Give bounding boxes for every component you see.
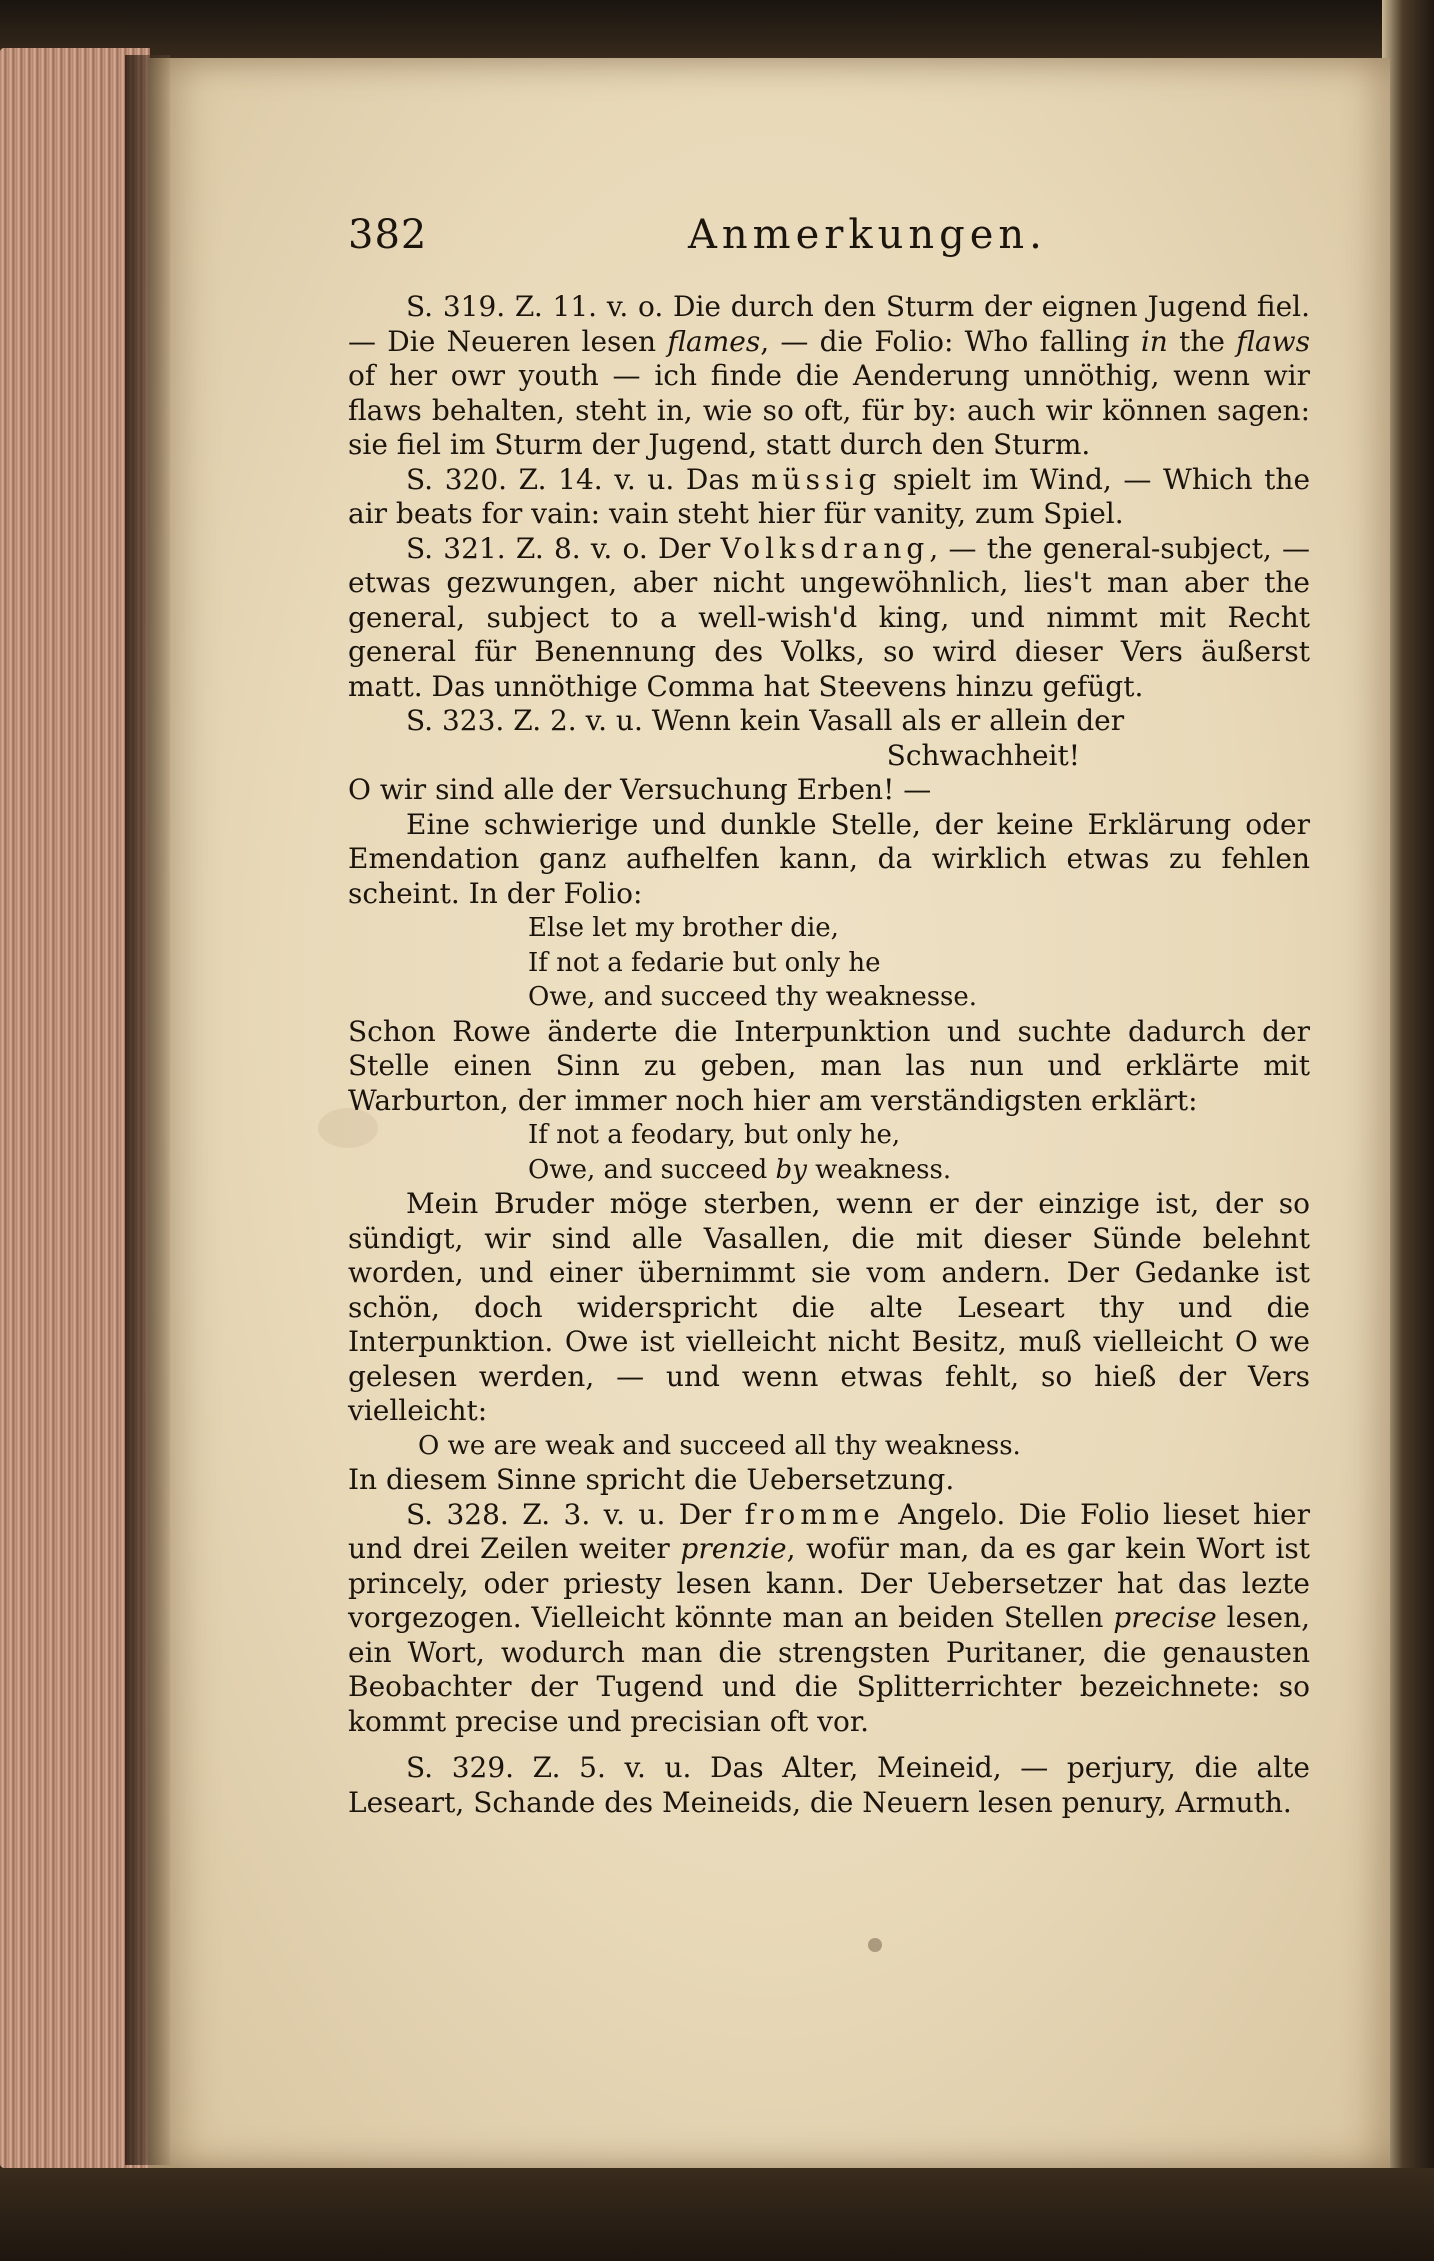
note-paragraph-9 [348, 1498, 1310, 1740]
note-text: lesen, ein Wort, wodurch man die strengsten Puritaner, die genausten Beobachter der Tugend und die Splitterrichter bezeichnete: so kommt precise und precisian oft vor. [348, 1601, 1310, 1738]
note-text: , wofür man, da es gar kein Wort ist princely, oder priesty lesen kann. Der Uebersetzer hat das lezte vorgezogen. Vielleicht könnte man an beiden Stellen [348, 1532, 1310, 1634]
italic-word: prenzie [680, 1532, 787, 1565]
note-paragraph-4-line-3: O wir sind alle der Versuchung Erben! — [348, 773, 932, 806]
spaced-lemma: müssig [751, 462, 882, 496]
note-paragraph-4-line-2: Schwachheit! [886, 738, 1080, 772]
spaced-lemma: Volksdrang [720, 531, 930, 565]
note-reference: S. 321. Z. 8. v. o. [406, 531, 648, 565]
note-text: of her owr youth — ich finde die Aenderung unnöthig, wenn wir flaws behalten, steht in, wie so oft, für by: auch wir können sagen: sie fiel im Sturm der Jugend, statt durch den Sturm. [348, 359, 1310, 461]
verse-1-line-1: Else let my brother die, [528, 913, 839, 943]
note-text: the [1167, 324, 1237, 358]
verse-2-line-2 [348, 1153, 1310, 1188]
page-number: 382 [348, 212, 428, 258]
page-header [348, 200, 1310, 290]
book-cover-bottom [0, 2168, 1434, 2261]
note-paragraph-10: S. 329. Z. 5. v. u. Das Alter, Meineid, — perjury, die alte Leseart, Schande des Meineids, die Neuern lesen penury, Armuth. [348, 1751, 1310, 1819]
note-text: Angelo. Die Folio lieset hier und drei Zeilen weiter [348, 1497, 1310, 1565]
italic-word: flaws [1236, 324, 1310, 358]
note-text: , — die Folio: Who falling [760, 324, 1141, 358]
note-paragraph-7: Mein Bruder möge sterben, wenn er der einzige ist, der so sündigt, wir sind alle Vasallen, die mit dieser Sünde belehnt worden, und einer übernimmt sie vom andern. Der Gedanke ist schön, doch widerspricht die alte Leseart thy und die Interpunktion. Owe ist vielleicht nicht Besitz, muß vielleicht O we gelesen werden, — und wenn etwas fehlt, so hieß der Vers vielleicht: [348, 1187, 1310, 1427]
note-reference: S. 319. Z. 11. v. o. [406, 290, 664, 323]
note-paragraph-1 [348, 290, 1310, 463]
note-reference: S. 320. Z. 14. v. u. [406, 462, 675, 496]
note-text: , — the general-subject, — etwas gezwungen, aber nicht ungewöhnlich, lies't man aber the general, subject to a well-wish'd king, und nimmt mit Recht general für Benennung des Volks, so wird dieser Vers äußerst matt. Das unnöthige Comma hat Steevens hinzu gefügt. [348, 531, 1310, 703]
note-text: — Die Neueren lesen [348, 324, 668, 358]
note-paragraph-6: Schon Rowe änderte die Interpunktion und suchte dadurch der Stelle einen Sinn zu geben, man las nun und erklärte mit Warburton, der immer noch hier am verständigsten erklärt: [348, 1014, 1310, 1117]
verse-2-line-1: If not a feodary, but only he, [528, 1120, 901, 1150]
italic-word: precise [1113, 1601, 1217, 1634]
running-head: Anmerkungen. [688, 212, 1047, 258]
note-text: Der [647, 531, 721, 565]
note-lemma: Die durch den Sturm der eignen Jugend fiel. [673, 290, 1311, 323]
page-text [348, 200, 1310, 1820]
book-cover-top [0, 0, 1434, 62]
verse-3: O we are weak and succeed all thy weakness. [418, 1430, 1021, 1461]
italic-word: by [775, 1154, 807, 1185]
note-text: Das [674, 462, 752, 496]
note-paragraph-2 [348, 463, 1310, 532]
spine-shadow [125, 55, 170, 2165]
note-paragraph-3 [348, 532, 1310, 705]
note-paragraph-5: Eine schwierige und dunkle Stelle, der keine Erklärung oder Emendation ganz aufhelfen kann, da wirklich etwas zu fehlen scheint. In der Folio: [348, 807, 1310, 910]
note-reference: S. 328. Z. 3. v. u. [406, 1497, 666, 1531]
note-paragraph-8: In diesem Sinne spricht die Uebersetzung. [348, 1463, 955, 1496]
verse-1-line-3: Owe, and succeed thy weaknesse. [528, 982, 978, 1012]
italic-word: flames [667, 324, 761, 358]
verse-text: Owe, and succeed [528, 1154, 776, 1185]
verse-1-line-2: If not a fedarie but only he [528, 947, 881, 978]
note-text: spielt im Wind, — Which the air beats for vain: vain steht hier für vanity, zum Spiel. [348, 462, 1311, 530]
paper-speck [868, 1938, 882, 1952]
note-paragraph-4-line-1: S. 323. Z. 2. v. u. Wenn kein Vasall als er allein der [406, 704, 1125, 737]
italic-word: in [1140, 324, 1168, 358]
verse-text: weakness. [806, 1154, 952, 1185]
note-text: Der [665, 1497, 745, 1531]
spaced-lemma: fromme [744, 1497, 885, 1531]
